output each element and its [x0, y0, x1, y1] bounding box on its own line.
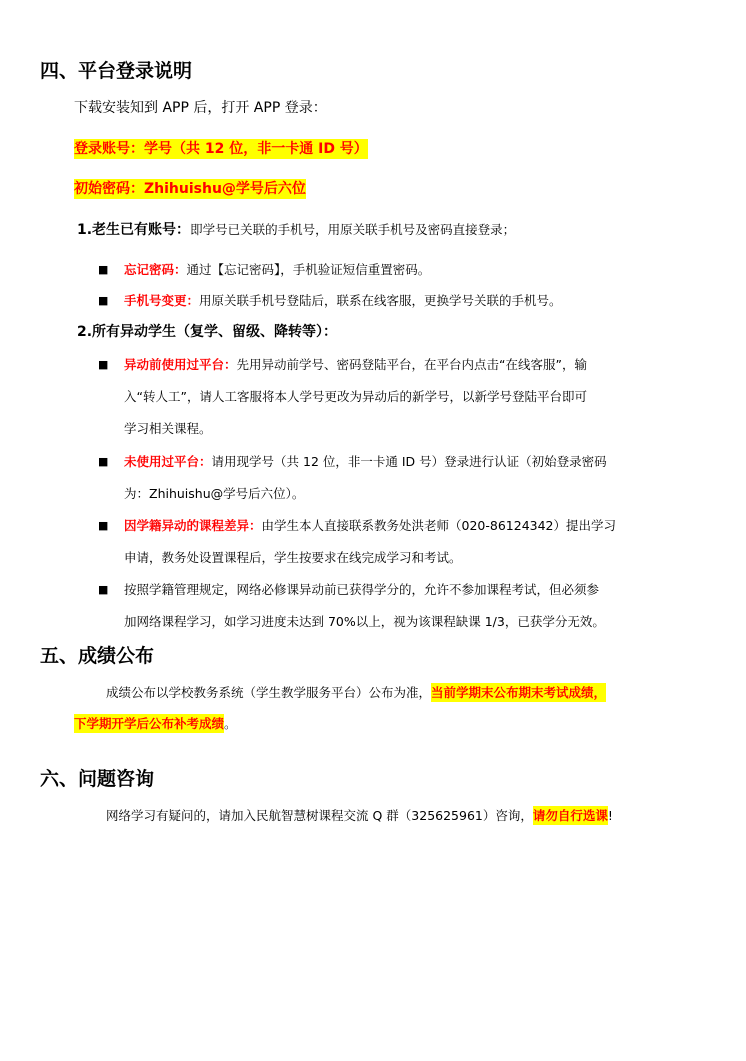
item-text-cont: 申请，教务处设置课程后，学生按要求在线完成学习和考试。 [124, 550, 462, 565]
list-item: 按照学籍管理规定，网络必修课异动前已获得学分的，允许不参加课程考试，但必须参 [124, 582, 600, 597]
account-highlight: 登录账号：学号（共 12 位，非一卡通 ID 号） [74, 141, 368, 157]
list-item [124, 291, 562, 309]
intro-text: 下载安装知到 APP 后，打开 APP 登录： [74, 100, 327, 116]
password-line [74, 178, 306, 198]
list-item [124, 260, 430, 278]
consult-paragraph [106, 806, 613, 824]
item-text: 由学生本人直接联系教务处洪老师（020-86124342）提出学习 [261, 518, 617, 533]
bullet-icon: ■ [98, 294, 109, 307]
grades-text: 成绩公布以学校教务系统（学生教学服务平台）公布为准， [106, 685, 432, 700]
grades-highlight-2: 下学期开学后公布补考成绩 [74, 716, 225, 731]
item-label: 忘记密码： [124, 262, 187, 277]
bullet-icon: ■ [98, 583, 109, 596]
item-text-cont: 为：Zhihuishu@学号后六位）。 [124, 486, 305, 501]
grades-paragraph-cont [74, 714, 237, 732]
changed-heading: 2.所有异动学生（复学、留级、降转等）： [77, 324, 338, 340]
item-text: 通过【忘记密码】，手机验证短信重置密码。 [186, 262, 431, 277]
consult-text: 网络学习有疑问的，请加入民航智慧树课程交流 Q 群（325625961）咨询， [106, 808, 533, 823]
item-text: 先用异动前学号、密码登陆平台，在平台内点击“在线客服”，输 [236, 357, 587, 372]
consult-end: ! [607, 808, 613, 823]
item-label: 未使用过平台： [124, 454, 212, 469]
old-account-text: 即学号已关联的手机号，用原关联手机号及密码直接登录； [190, 222, 516, 237]
old-account-heading: 1.老生已有账号： [77, 222, 191, 238]
item-label: 异动前使用过平台： [124, 357, 237, 372]
list-item [124, 452, 607, 470]
item-text: 请用现学号（共 12 位，非一卡通 ID 号）登录进行认证（初始登录密码 [211, 454, 607, 469]
consult-highlight: 请勿自行选课 [532, 808, 608, 823]
password-highlight: 初始密码：Zhihuishu@学号后六位 [74, 181, 306, 197]
list-item [124, 355, 587, 373]
bullet-icon: ■ [98, 455, 109, 468]
item-label: 因学籍异动的课程差异： [124, 518, 262, 533]
grades-end: 。 [224, 716, 237, 731]
item-text-cont: 学习相关课程。 [124, 421, 212, 436]
bullet-icon: ■ [98, 519, 109, 532]
section-5-title: 五、成绩公布 [40, 645, 155, 667]
item-label: 手机号变更： [124, 293, 200, 308]
grades-paragraph [106, 683, 606, 701]
grades-highlight-1: 当前学期末公布期末考试成绩， [431, 685, 607, 700]
section-4-title: 四、平台登录说明 [40, 60, 193, 82]
old-account-paragraph [77, 219, 515, 239]
list-item [124, 516, 616, 534]
item-text: 用原关联手机号登陆后，联系在线客服，更换学号关联的手机号。 [199, 293, 562, 308]
item-text-cont: 入“转人工”，请人工客服将本人学号更改为异动后的新学号，以新学号登陆平台即可 [124, 389, 587, 404]
section-6-title: 六、问题咨询 [40, 768, 155, 790]
item-text-cont: 加网络课程学习，如学习进度未达到 70%以上，视为该课程缺课 1/3，已获学分无效。 [124, 614, 605, 629]
bullet-icon: ■ [98, 358, 109, 371]
account-line [74, 138, 368, 158]
bullet-icon: ■ [98, 263, 109, 276]
